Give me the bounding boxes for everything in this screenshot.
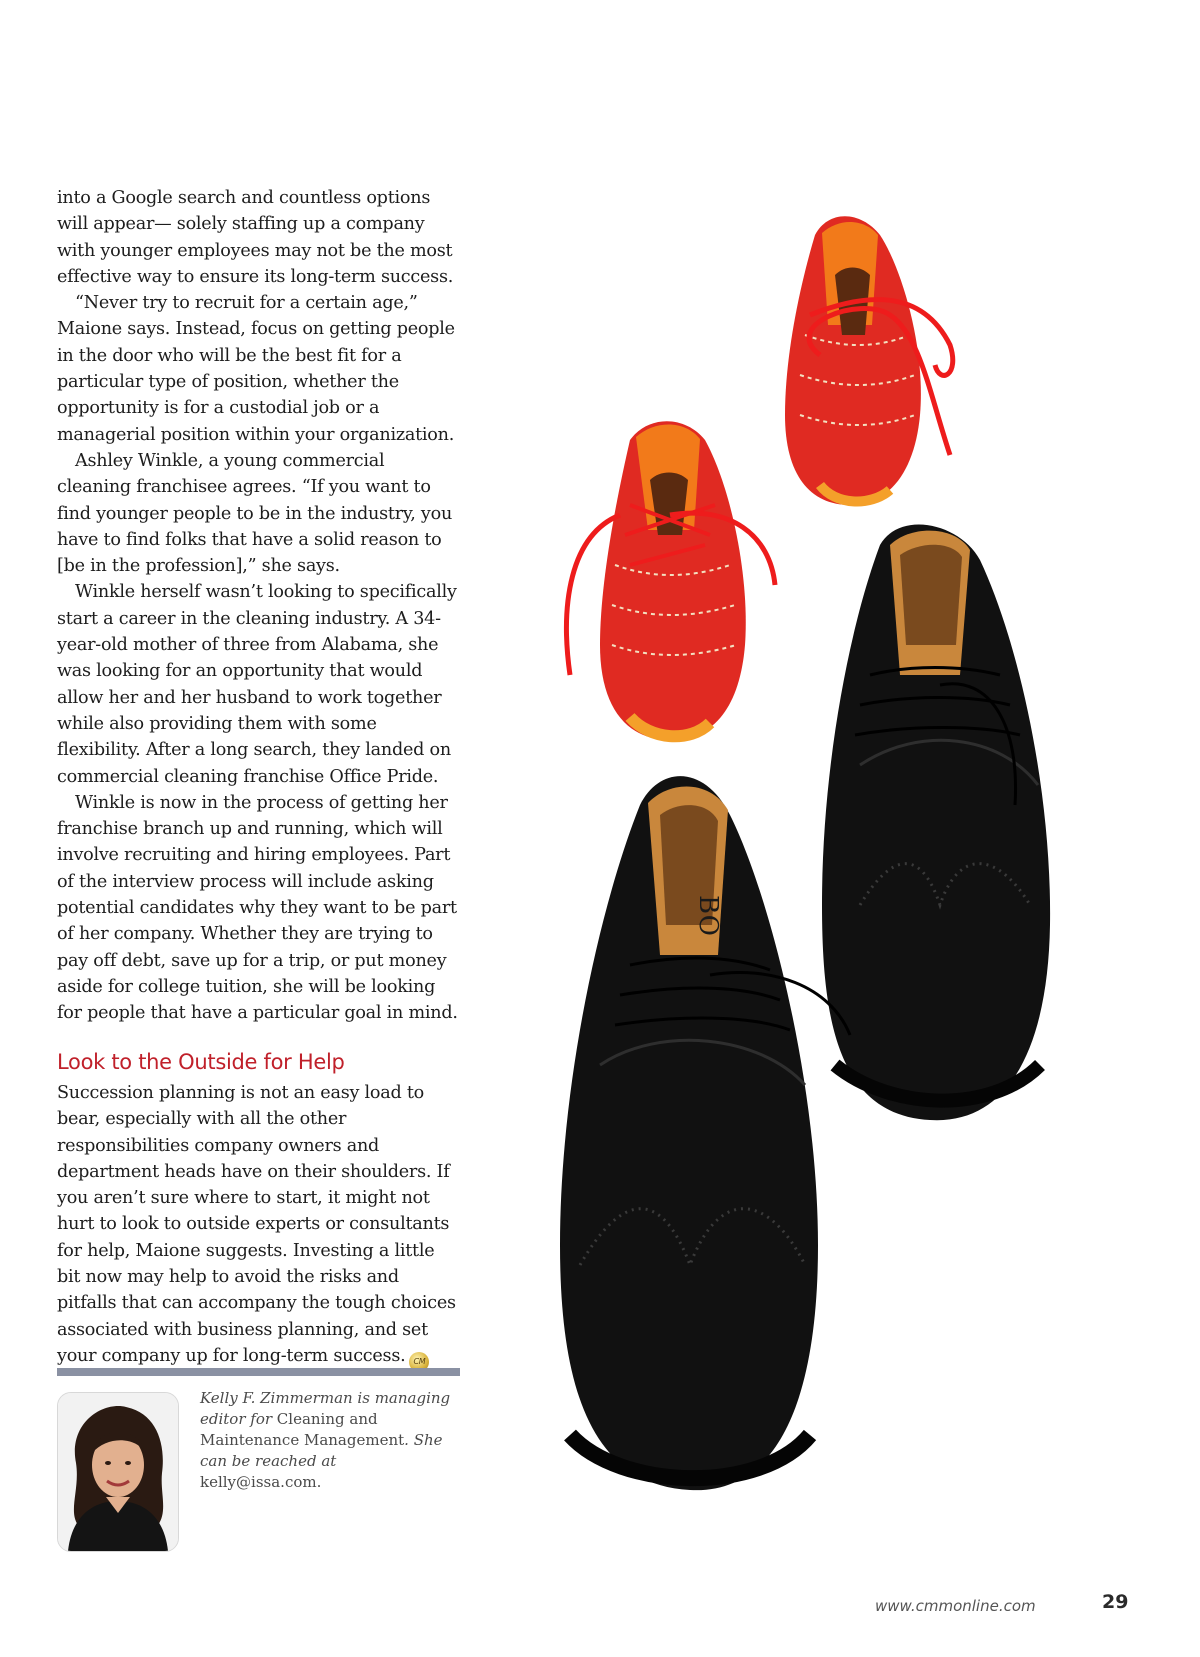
article-paragraph: Winkle is now in the process of getting her franchise branch up and running, which will involve recruiting and hiring employees. Part of the interview process will include asking potential candidates why they want to be part of her company. Whether they are trying to pay off debt, save up for a trip, or put money aside for college tuition, she will be looking for people that have a particular goal in mind.: [57, 792, 458, 1024]
footer-url: www.cmmonline.com: [875, 1597, 1036, 1615]
dress-shoe-back: [822, 525, 1050, 1121]
author-avatar: [57, 1392, 179, 1552]
article-paragraph: Ashley Winkle, a young commercial cleaning franchisee agrees. “If you want to find younger people to be in the industry, you have to find folks that have a solid reason to [be in the profession],” she says.: [57, 450, 453, 577]
bio-text: . She can be reached at: [200, 1431, 443, 1470]
shoes-photo: [560, 205, 1120, 1535]
shoe-brand-text: BO: [693, 895, 723, 936]
article-body: [57, 185, 462, 1027]
section-subhead: Look to the Outside for Help: [57, 1050, 345, 1074]
closing-paragraph: [57, 1080, 462, 1372]
closing-section: [57, 1080, 462, 1372]
article-paragraph: into a Google search and countless options will appear— solely staffing up a company with younger employees may not be the most effective way to ensure its long-term success.: [57, 188, 454, 287]
page-number: 29: [1102, 1591, 1129, 1613]
article-paragraph: “Never try to recruit for a certain age,” Maione says. Instead, focus on getting people in the door who will be the best fit for a particular type of position, whether the opportunity is for a custodial job or a managerial position within your organization.: [57, 293, 455, 445]
bio-text: Kelly F. Zimmerman is managing editor for: [200, 1389, 451, 1428]
sneaker-front: [567, 421, 775, 740]
author-bio: [200, 1388, 462, 1493]
dress-shoe-front: [560, 776, 850, 1490]
sneaker-back: [785, 216, 953, 505]
bio-text: .: [316, 1473, 322, 1491]
bio-divider: [57, 1368, 460, 1376]
bio-email: kelly@issa.com: [200, 1473, 317, 1491]
author-portrait: [58, 1393, 178, 1551]
end-mark-icon: CM: [409, 1352, 429, 1372]
article-paragraph: Winkle herself wasn’t looking to specifically start a career in the cleaning industry. A 34-year-old mother of three from Alabama, she was looking for an opportunity that would allow her and her husband to work together while also providing them with some flexibility. After a long search, they landed on commercial cleaning franchise Office Pride.: [57, 582, 457, 787]
closing-paragraph-text: Succession planning is not an easy load to bear, especially with all the other responsibilities company owners and department heads have on their shoulders. If you aren’t sure where to start, it might not hurt to look to outside experts or consultants for help, Maione suggests. Investing a little bit now may help to avoid the risks and pitfalls that can accompany the tough choices associated with business planning, and set your company up for long-term success.: [57, 1083, 456, 1366]
bio-publication: Cleaning and Maintenance Management: [200, 1410, 405, 1449]
